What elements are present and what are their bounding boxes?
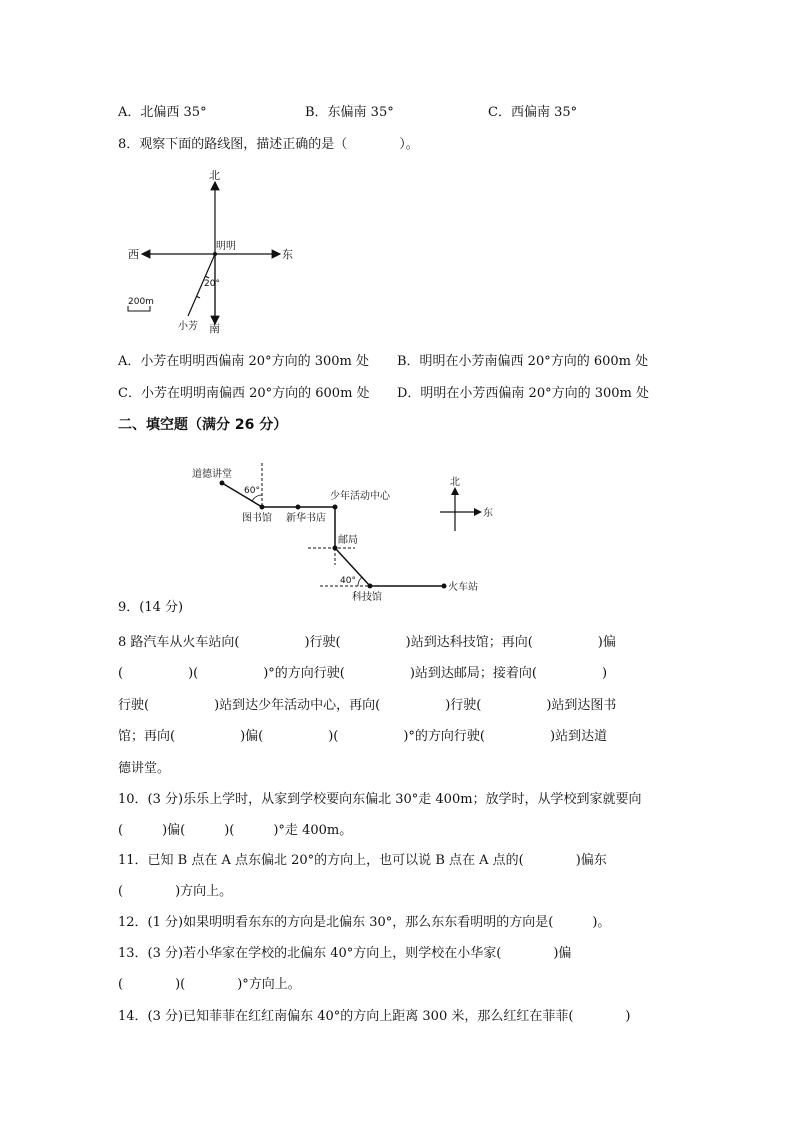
station-dot — [368, 584, 373, 589]
train-label: 火车站 — [448, 582, 478, 593]
q7-option-a: A．北偏西 35° — [118, 105, 207, 120]
angle-label: 20° — [204, 279, 220, 289]
library-label: 图书馆 — [242, 513, 272, 524]
station-dot — [333, 546, 338, 551]
xinhua-label: 新华书店 — [286, 513, 326, 524]
station-dot — [296, 505, 301, 510]
bus-route-map — [180, 455, 500, 605]
q8-option-c: C．小芳在明明南偏西 20°方向的 600m 处 — [118, 386, 370, 401]
scale-label: 200m — [128, 297, 154, 307]
angle-40-label: 40° — [340, 576, 356, 586]
angle-60-label: 60° — [244, 486, 260, 496]
north-arrow-icon — [451, 487, 459, 495]
point-label: 小芳 — [178, 321, 198, 332]
compass-east-label: 东 — [483, 508, 493, 519]
q12-text: 12．(1 分)如果明明看东东的方向是北偏东 30°，那么东东看明明的方向是( )。 — [118, 915, 611, 930]
section-heading: 二、填空题（满分 26 分） — [118, 417, 288, 433]
station-dot — [220, 481, 225, 486]
west-label: 西 — [128, 248, 139, 261]
center-label: 明明 — [216, 241, 236, 252]
q7-option-c: C．西偏南 35° — [488, 105, 578, 120]
station-dot — [260, 505, 265, 510]
q7-option-b: B．东偏南 35° — [305, 105, 394, 120]
q13-line-1: 13．(3 分)若小华家在学校的北偏东 40°方向上，则学校在小华家( )偏 — [118, 946, 572, 961]
north-label: 北 — [209, 169, 220, 182]
q8-option-b: B．明明在小芳南偏西 20°方向的 600m 处 — [397, 354, 649, 369]
south-label: 南 — [209, 322, 220, 335]
q9-line-1: 8 路汽车从火车站向( )行驶( )站到达科技馆；再向( )偏 — [118, 635, 616, 650]
q13-line-2: ( )( )°方向上。 — [118, 977, 301, 992]
east-arrow-icon — [474, 508, 482, 516]
q8-route-figure — [120, 166, 300, 336]
post-label: 邮局 — [338, 535, 358, 546]
q8-stem: 8．观察下面的路线图，描述正确的是（ ）。 — [118, 137, 419, 152]
east-label: 东 — [282, 248, 293, 261]
angle-arc-40 — [358, 577, 362, 586]
center-dot — [213, 252, 217, 256]
q9-line-4: 馆；再向( )偏( )( )°的方向行驶( )站到达道 — [118, 729, 608, 744]
q14-text: 14．(3 分)已知菲菲在红红南偏东 40°的方向上距离 300 米，那么红红在菲菲( ) — [118, 1009, 631, 1024]
station-dot — [333, 505, 338, 510]
q8-option-a: A．小芳在明明西偏南 20°方向的 300m 处 — [118, 354, 369, 369]
station-dot — [442, 584, 447, 589]
compass-north-label: 北 — [450, 477, 460, 488]
q10-line-1: 10．(3 分)乐乐上学时，从家到学校要向东偏北 30°走 400m；放学时，从学校到家就要向 — [118, 792, 642, 807]
youth-center-label: 少年活动中心 — [330, 491, 390, 502]
q8-option-d: D．明明在小芳西偏南 20°方向的 300m 处 — [397, 386, 650, 401]
q9-line-3: 行驶( )站到达少年活动中心，再向( )行驶( )站到达图书 — [118, 698, 617, 713]
q10-line-2: ( )偏( )( )°走 400m。 — [118, 823, 353, 838]
science-label: 科技馆 — [352, 592, 382, 603]
q11-line-1: 11．已知 B 点在 A 点东偏北 20°的方向上，也可以说 B 点在 A 点的( )偏东 — [118, 853, 607, 868]
daode-label: 道德讲堂 — [192, 469, 232, 480]
q9-head: 9．(14 分) — [118, 600, 184, 615]
q9-line-5: 德讲堂。 — [118, 761, 171, 776]
q11-line-2: ( )方向上。 — [118, 884, 233, 899]
q9-line-2: ( )( )°的方向行驶( )站到达邮局；接着向( ) — [118, 666, 608, 681]
